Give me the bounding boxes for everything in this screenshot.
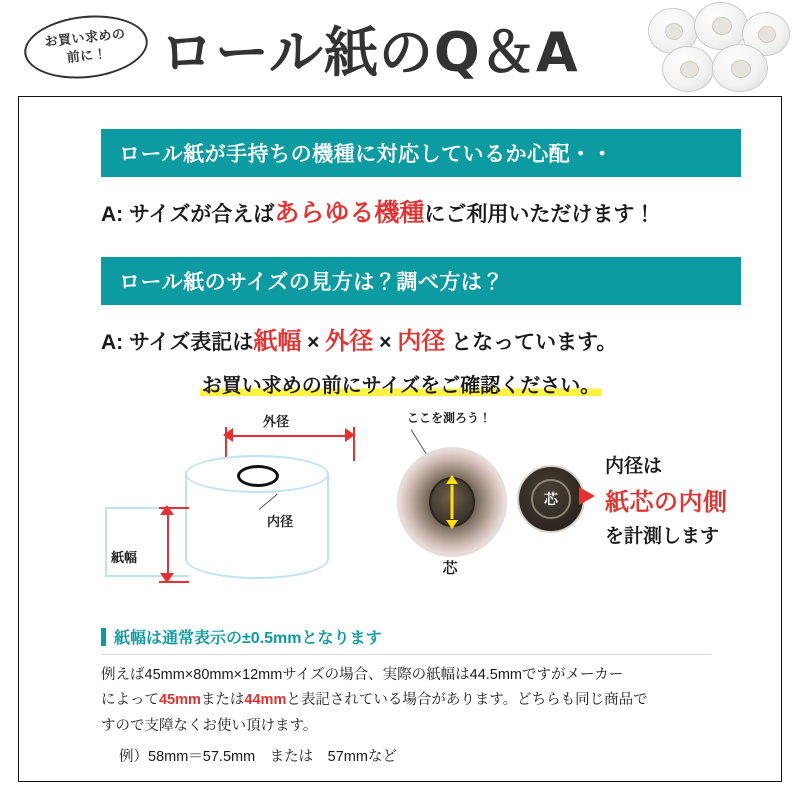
answer-row-2 — [101, 321, 617, 356]
explanation-line-3: を計測します — [605, 526, 720, 547]
core-closeup-photo — [397, 447, 507, 557]
roll-icon — [694, 2, 748, 50]
label-outer-diameter: 外径 — [263, 414, 290, 429]
label-inner-diameter: 内径 — [267, 514, 294, 529]
answer-2-multiply-2: × — [379, 331, 392, 354]
explanation-line-2: 紙芯の内側 — [605, 489, 728, 516]
answer-2-prefix: A: サイズ表記は — [101, 331, 254, 354]
paper-width-line — [167, 513, 169, 575]
content-panel — [18, 96, 782, 782]
answer-1-highlight: あらゆる機種 — [274, 199, 425, 227]
roll-core-hole — [237, 465, 279, 487]
note-body-red-44mm: 44mm — [244, 692, 287, 709]
measure-arrow-head-down — [446, 520, 458, 529]
note-body-line-2-mid: または — [200, 692, 245, 709]
pre-purchase-badge — [21, 10, 151, 85]
tolerance-note-title-text: 紙幅は通常表示の±0.5mmとなります — [114, 630, 382, 647]
size-check-notice-text: お買い求めの前にサイズをご確認ください。 — [201, 375, 601, 397]
core-pointer-arrow — [579, 487, 595, 505]
page-title: ロール紙のQ＆A — [160, 21, 579, 84]
note-body-line-3: すので支障なくお使い頂けます。 — [101, 717, 318, 734]
badge-line-1: お買い求めの — [43, 26, 127, 50]
answer-2-multiply-1: × — [307, 331, 320, 354]
note-body-line-2-post: と表記されている場合があります。どちらも同じ商品で — [286, 692, 648, 709]
outer-diameter-line — [231, 435, 347, 437]
roll-icon — [712, 44, 768, 92]
width-tick-top — [159, 507, 189, 509]
size-diagram — [19, 409, 783, 619]
photo-caption-core: 芯 — [442, 560, 458, 577]
answer-2-suffix: となっています。 — [451, 331, 618, 354]
measure-arrow-head-up — [446, 475, 458, 484]
answer-2-term-outer: 外径 — [325, 328, 374, 355]
note-body-line-2-pre: によって — [101, 692, 159, 709]
badge-line-2: 前に！ — [65, 45, 108, 66]
paper-strip — [105, 507, 189, 577]
tolerance-note-example: 例）58mm＝57.5mm または 57mmなど — [119, 749, 397, 766]
page-header — [0, 0, 800, 92]
note-body-line-1: 例えば45mm×80mm×12mmサイズの場合、実際の紙幅は44.5mmですがメーカー — [101, 667, 624, 683]
answer-2-term-width: 紙幅 — [253, 328, 302, 355]
tolerance-note — [101, 625, 711, 766]
answer-2-term-inner: 内径 — [397, 328, 446, 355]
inner-diameter-measure-arrow — [451, 485, 454, 519]
core-icon-label: 芯 — [544, 491, 558, 507]
paper-rolls-illustration — [642, 2, 792, 92]
size-check-notice — [19, 369, 783, 398]
roll-icon — [662, 46, 714, 92]
width-tick-bottom — [159, 581, 189, 583]
measure-here-label: ここを測ろう！ — [407, 411, 492, 425]
note-body-red-45mm: 45mm — [159, 692, 201, 709]
question-banner-2: ロール紙のサイズの見方は？調べ方は？ — [101, 257, 741, 305]
answer-1-suffix: にご利用いただけます！ — [424, 203, 656, 226]
inner-diameter-explanation — [605, 451, 785, 548]
tolerance-note-title — [101, 625, 711, 655]
answer-row-1 — [101, 193, 655, 229]
note-accent-bar — [101, 628, 106, 646]
core-icon — [517, 465, 585, 533]
answer-1-prefix: A: サイズが合えば — [101, 203, 275, 226]
label-paper-width: 紙幅 — [111, 550, 138, 565]
tolerance-note-body — [101, 663, 711, 739]
explanation-line-1: 内径は — [605, 456, 663, 477]
question-banner-1: ロール紙が手持ちの機種に対応しているか心配・・ — [101, 129, 741, 177]
